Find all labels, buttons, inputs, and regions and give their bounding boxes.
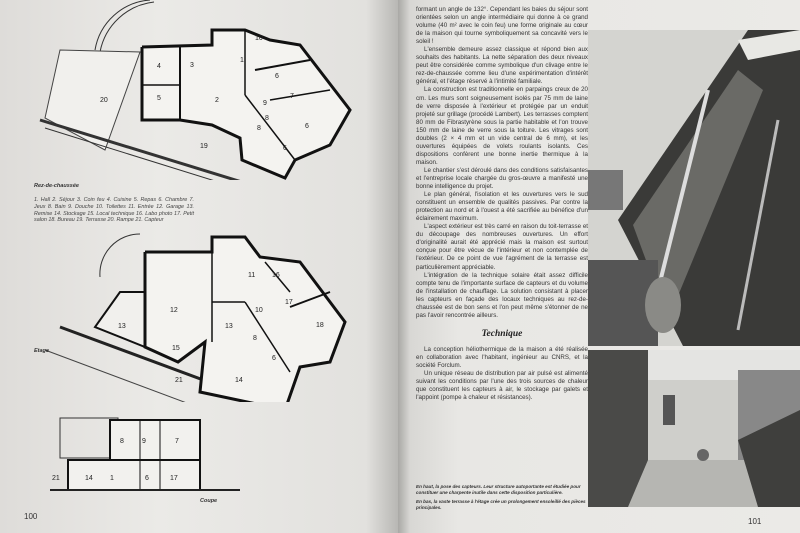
svg-text:20: 20: [100, 97, 108, 104]
svg-text:8: 8: [120, 438, 124, 445]
photo-captions: [416, 484, 592, 513]
svg-text:4: 4: [157, 63, 161, 70]
left-page: [0, 0, 398, 533]
svg-text:13: 13: [118, 323, 126, 330]
svg-text:19: 19: [200, 143, 208, 150]
room-legend: 1. Hall 2. Séjour 3. Coin feu 4. Cuisine 5. Repas 6. Chambre 7. Jeux 8. Bain 9. Douche 10. Toilettes 11. Entrée 12. Garage 13. Remise 14. Stockage 15. Local technique 16. Labo photo 17. Petit salon 18. Bureau 19. Terrasse 20. Rampe 21. Capteur: [34, 197, 194, 224]
svg-text:15: 15: [172, 345, 180, 352]
svg-text:6: 6: [283, 145, 287, 152]
svg-text:6: 6: [272, 355, 276, 362]
svg-text:17: 17: [285, 299, 293, 306]
svg-text:14: 14: [85, 475, 93, 482]
svg-text:18: 18: [316, 322, 324, 329]
svg-text:16: 16: [272, 272, 280, 279]
upper-floor-plan: [0, 232, 398, 402]
svg-text:6: 6: [275, 73, 279, 80]
paragraph: L'ensemble demeure assez classique et répond bien aux souhaits des habitants. La nette séparation des deux niveaux peut être considérée comme symbolique d'un clivage entre le rez-de-chaussée comme lieu d'une expérimentation d'intérêt général, et l'étage réservé à l'intimité familiale.: [416, 46, 588, 86]
svg-text:21: 21: [175, 377, 183, 384]
svg-text:3: 3: [190, 62, 194, 69]
upper-floor-title: Etage: [34, 348, 49, 354]
section-heading: Technique: [481, 328, 523, 339]
svg-text:6: 6: [305, 123, 309, 130]
photo-terrace: [588, 350, 800, 507]
svg-text:12: 12: [170, 307, 178, 314]
svg-text:7: 7: [175, 438, 179, 445]
section-drawing: [50, 405, 250, 505]
svg-text:9: 9: [263, 100, 267, 107]
photo-solar-collectors: [588, 30, 800, 346]
svg-text:17: 17: [170, 475, 178, 482]
paragraph: Le chantier s'est déroulé dans des conditions satisfaisantes et l'entreprise locale chargée du gros-œuvre a manifesté une bonne intelligence du projet.: [416, 166, 588, 191]
svg-text:5: 5: [157, 95, 161, 102]
section-title: Coupe: [200, 498, 218, 504]
paragraph: formant un angle de 132°. Cependant les baies du séjour sont orientées selon un angle intermédiaire qui donne à ce grand volume (40 m² avec le coin feu) une forme originale au cœur de la maison qui tourne symboliquement sa concavité vers le soleil !: [416, 6, 588, 46]
article-text: [416, 6, 588, 402]
page-number-right: 101: [748, 517, 762, 526]
svg-text:6: 6: [145, 475, 149, 482]
paragraph: La construction est traditionnelle en parpaings creux de 20 cm. Les murs sont soigneusement isolés par 75 mm de laine de verre disposée à l'extérieur et protégée par un enduit projeté sur grillage (procédé Lambert). Les terrasses comptent 80 mm de Fibrastyrène sous la partie habitable et l'on trouve 150 mm de laine de verre sous la toiture. Les vitrages sont doubles (2 × 4 mm et un vide central de 6 mm), et les ouvertures équipées de volets roulants isolants. Ces dispositions confèrent une bonne inertie thermique à la maison.: [416, 86, 588, 166]
svg-text:8: 8: [257, 125, 261, 132]
svg-text:13: 13: [225, 323, 233, 330]
svg-text:8: 8: [265, 115, 269, 122]
paragraph: L'intégration de la technique solaire était assez difficile compte tenu de l'importante surface de capteurs et du volume de l'installation de chauffage. La solution consistant à placer les capteurs en façade des locaux techniques au rez-de-chaussée est de bon sens et l'on peut même s'étonner de ne pas l'avoir rencontrée ailleurs.: [416, 271, 588, 319]
svg-text:10: 10: [255, 35, 263, 42]
paragraph: L'aspect extérieur est très carré en raison du toit-terrasse et du découpage des nombreuses ouvertures. Un effort d'originalité aurait été apprécié mais la maison est surtout conçue pour être vécue de l'intérieur et non contemplée de l'extérieur. De ce point de vue l'agrément de la terrasse est particulièrement appréciable.: [416, 223, 588, 271]
svg-text:10: 10: [255, 307, 263, 314]
ground-floor-plan: [0, 0, 398, 180]
paragraph: Un unique réseau de distribution par air pulsé est alimenté suivant les conditions par l'une des trois sources de chaleur que constituent les capteurs à air, le stockage par galets et l'appoint (pompe à chaleur et résistances).: [416, 370, 588, 402]
svg-text:9: 9: [142, 438, 146, 445]
paragraph: La conception héliothermique de la maison a été réalisée en collaboration avec l'habitant, ingénieur au CNRS, et la société Forclum.: [416, 345, 588, 369]
svg-text:21: 21: [52, 475, 60, 482]
svg-text:7: 7: [290, 93, 294, 100]
page-number-left: 100: [24, 512, 38, 521]
right-page: [398, 0, 800, 533]
caption-bottom: En bas, la vaste terrasse à l'étage crée un prolongement ensoleillé des pièces principales.: [416, 498, 586, 510]
caption-top: En haut, la pose des capteurs. Leur structure autoportante est étudiée pour constituer une charpente inutile dans cette disposition particulière.: [416, 484, 581, 496]
svg-text:14: 14: [235, 377, 243, 384]
svg-text:1: 1: [240, 57, 244, 64]
ground-floor-title: Rez-de-chaussée: [34, 183, 79, 189]
svg-text:11: 11: [248, 272, 256, 279]
svg-text:1: 1: [110, 475, 114, 482]
paragraph: Le plan général, l'isolation et les ouvertures vers le sud constituent un ensemble de qualités passives. Par contre la protection au nord et à l'ouest a été sacrifiée au bénéfice d'un éclairement maximum.: [416, 191, 588, 223]
svg-text:8: 8: [253, 335, 257, 342]
svg-text:2: 2: [215, 97, 219, 104]
